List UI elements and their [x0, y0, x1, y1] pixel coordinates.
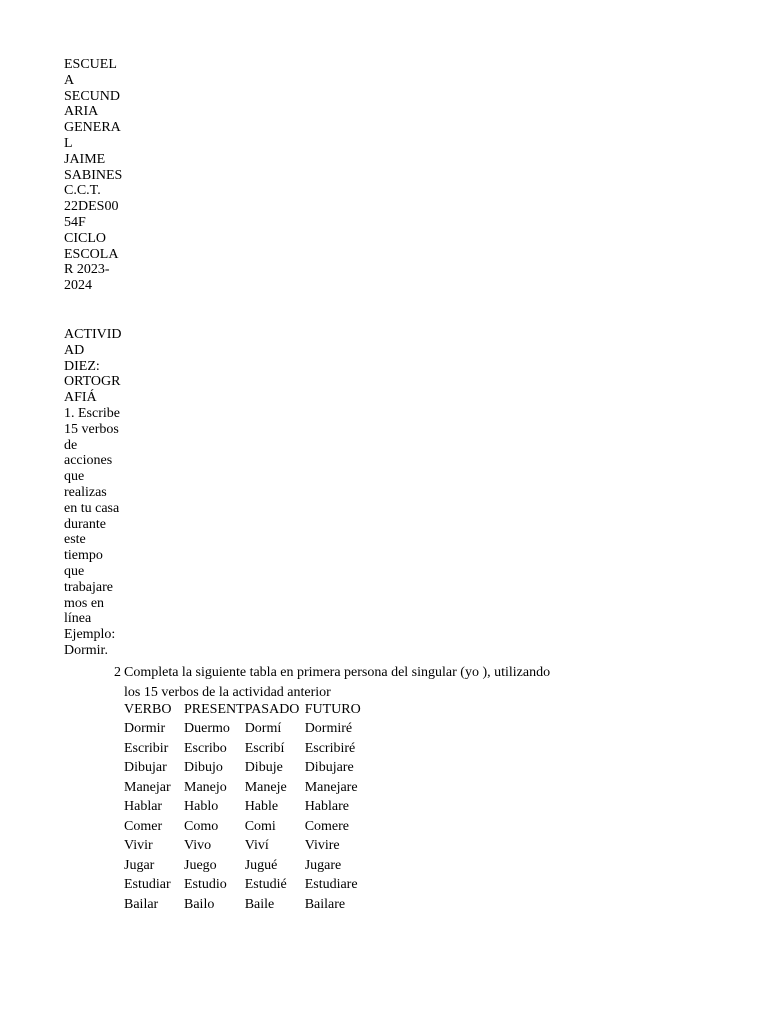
table-cell: Maneje: [244, 779, 287, 795]
task-text: [124, 663, 574, 703]
table-cell: Manejar: [124, 779, 171, 795]
table-header-row: [124, 700, 375, 720]
table-cell: Manejo: [184, 779, 227, 795]
table-row: [124, 759, 375, 779]
table-cell: Comere: [304, 818, 350, 834]
table-cell: Dormiré: [304, 721, 353, 737]
table-cell: Escribiré: [304, 740, 356, 756]
activity-line: que: [64, 563, 85, 579]
task-2-instructions: [114, 663, 574, 703]
header-line: 54F: [64, 214, 86, 230]
table-cell: Bailo: [184, 896, 215, 912]
header-line: ESCUEL: [64, 57, 117, 72]
table-cell: Manejare: [304, 779, 358, 795]
activity-line: línea: [64, 611, 92, 627]
table-cell: Dibuje: [244, 760, 283, 776]
table-row: [124, 778, 375, 798]
activity-line: mos en: [64, 595, 105, 611]
table-cell: Duermo: [184, 721, 230, 737]
table-cell: Bailare: [304, 896, 346, 912]
table-row: [124, 798, 375, 818]
header-line: 2024: [64, 278, 92, 294]
table-row: [124, 856, 375, 876]
header-line: GENERA: [64, 120, 121, 136]
activity-line: en tu casa: [64, 500, 120, 516]
table-cell: Estudiare: [304, 877, 358, 893]
table-cell: Comer: [124, 818, 163, 834]
activity-line: durante: [64, 516, 106, 532]
activity-line: AD: [64, 342, 85, 358]
table-row: [124, 895, 375, 915]
table-cell: Dormí: [244, 721, 282, 737]
activity-line: ACTIVID: [64, 327, 122, 342]
header-line: L: [64, 135, 73, 151]
header-line: CICLO: [64, 230, 106, 246]
activity-line: ORTOGR: [64, 374, 121, 390]
table-cell: Dibujo: [184, 760, 223, 776]
activity-line: tiempo: [64, 548, 103, 564]
table-cell: Estudio: [184, 877, 227, 893]
table-cell: Escribí: [244, 740, 285, 756]
table-cell: Comi: [244, 818, 276, 834]
table-cell: Dibujar: [124, 760, 167, 776]
activity-line: realizas: [64, 484, 107, 500]
table-cell: Escribo: [184, 740, 227, 756]
table-cell: Estudié: [244, 877, 287, 893]
table-cell: Baile: [244, 896, 275, 912]
header-line: R 2023-: [64, 262, 110, 278]
table-cell: Hable: [244, 799, 279, 815]
activity-line: Dormir.: [64, 642, 108, 658]
column-header: FUTURO: [304, 701, 361, 717]
header-line: A: [64, 72, 75, 88]
table-cell: Vivir: [124, 838, 153, 854]
header-line: SABINES: [64, 167, 123, 183]
table-cell: Viví: [244, 838, 269, 854]
activity-line: Ejemplo:: [64, 627, 116, 643]
table-cell: Hablar: [124, 799, 163, 815]
table-cell: Hablare: [304, 799, 349, 815]
column-header: PASADO: [244, 701, 300, 717]
table-cell: Jugar: [124, 857, 155, 873]
header-line: ESCOLA: [64, 246, 119, 262]
task-number: 2: [114, 665, 121, 680]
table-cell: Jugué: [244, 857, 278, 873]
table-cell: Estudiar: [124, 877, 171, 893]
column-header: VERBO: [124, 701, 172, 717]
activity-line: de: [64, 437, 78, 453]
task-line: los 15 verbos de la actividad anterior: [124, 685, 331, 700]
activity-block: [64, 327, 124, 659]
table-cell: Juego: [184, 857, 217, 873]
table-cell: Dibujare: [304, 760, 354, 776]
table-row: [124, 720, 375, 740]
table-cell: Bailar: [124, 896, 159, 912]
table-cell: Jugare: [304, 857, 342, 873]
table-cell: Vivire: [304, 838, 340, 854]
table-row: [124, 876, 375, 896]
header-line: C.C.T.: [64, 183, 101, 199]
verb-conjugation-table: [124, 700, 375, 915]
header-line: 22DES00: [64, 199, 119, 215]
activity-line: 15 verbos: [64, 421, 119, 437]
task-line: Completa la siguiente tabla en primera persona del singular (yo ), utilizando: [124, 665, 551, 680]
activity-line: DIEZ:: [64, 358, 100, 374]
activity-line: 1. Escribe: [64, 405, 120, 421]
activity-line: acciones: [64, 453, 113, 469]
activity-line: que: [64, 469, 85, 485]
table-row: [124, 739, 375, 759]
column-header: PRESENT: [184, 701, 245, 717]
activity-line: este: [64, 532, 86, 548]
table-row: [124, 817, 375, 837]
table-cell: Dormir: [124, 721, 166, 737]
header-line: JAIME: [64, 151, 106, 167]
activity-line: trabajare: [64, 579, 113, 595]
table-row: [124, 837, 375, 857]
table-cell: Escribir: [124, 740, 169, 756]
table-cell: Hablo: [184, 799, 219, 815]
activity-line: AFIÁ: [64, 390, 97, 406]
header-line: ARIA: [64, 104, 99, 120]
table-cell: Vivo: [184, 838, 212, 854]
table-cell: Como: [184, 818, 219, 834]
school-header: [64, 57, 124, 294]
header-line: SECUND: [64, 88, 121, 104]
